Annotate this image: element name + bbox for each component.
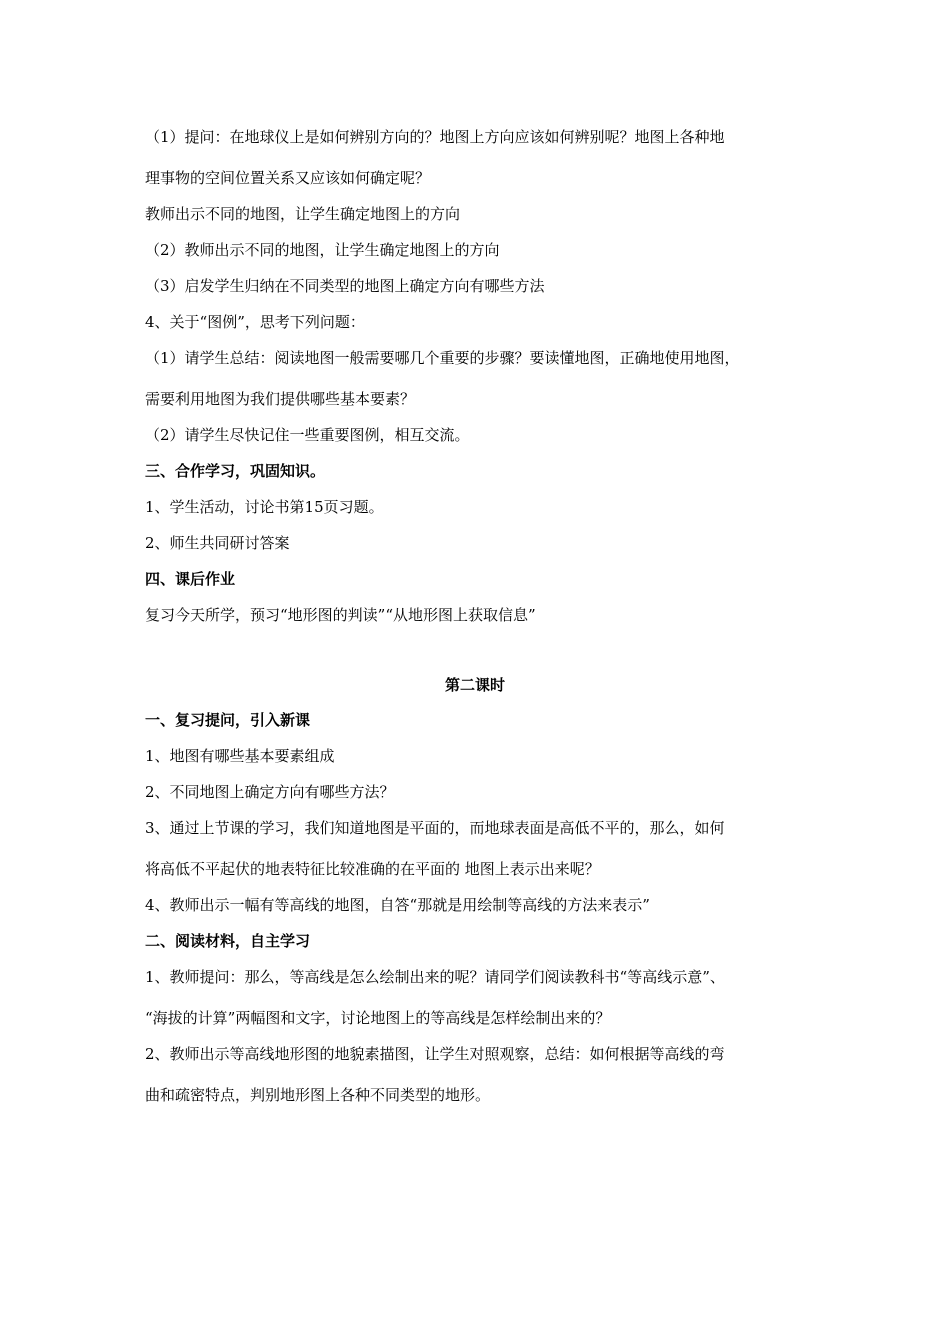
paragraph-line: 3、通过上节课的学习，我们知道地图是平面的，而地球表面是高低不平的，那么，如何	[145, 819, 725, 837]
paragraph-line: 复习今天所学，预习“地形图的判读”“从地形图上获取信息”	[145, 606, 536, 624]
section-heading: 四、课后作业	[145, 570, 236, 588]
paragraph-line: 2、教师出示等高线地形图的地貌素描图，让学生对照观察，总结：如何根据等高线的弯	[145, 1045, 725, 1063]
paragraph-line: （2）请学生尽快记住一些重要图例，相互交流。	[145, 426, 470, 444]
paragraph-line: 4、关于“图例”，思考下列问题：	[145, 313, 365, 331]
paragraph-line: 4、教师出示一幅有等高线的地图，自答“那就是用绘制等高线的方法来表示”	[145, 896, 650, 914]
paragraph-line: 1、地图有哪些基本要素组成	[145, 747, 335, 765]
paragraph-line: 1、学生活动，讨论书第15页习题。	[145, 498, 384, 516]
paragraph-line: （1）提问：在地球仪上是如何辨别方向的？地图上方向应该如何辨别呢？地图上各种地	[145, 128, 725, 146]
section-heading: 一、复习提问，引入新课	[145, 711, 311, 729]
paragraph-line: 教师出示不同的地图，让学生确定地图上的方向	[145, 205, 461, 223]
paragraph-line: 需要利用地图为我们提供哪些基本要素？	[145, 390, 416, 408]
section-heading: 三、合作学习，巩固知识。	[145, 462, 326, 480]
paragraph-line: 2、师生共同研讨答案	[145, 534, 290, 552]
paragraph-line: （1）请学生总结：阅读地图一般需要哪几个重要的步骤？要读懂地图，正确地使用地图，	[145, 349, 740, 367]
paragraph-line: 将高低不平起伏的地表特征比较准确的在平面的 地图上表示出来呢？	[145, 860, 600, 878]
paragraph-line: 2、不同地图上确定方向有哪些方法？	[145, 783, 395, 801]
paragraph-line: “海拔的计算”两幅图和文字，讨论地图上的等高线是怎样绘制出来的？	[145, 1009, 611, 1027]
section-heading: 二、阅读材料，自主学习	[145, 932, 311, 950]
paragraph-line: 1、教师提问：那么，等高线是怎么绘制出来的呢？请同学们阅读教科书“等高线示意”、	[145, 968, 725, 986]
paragraph-line: （2）教师出示不同的地图，让学生确定地图上的方向	[145, 241, 500, 259]
paragraph-line: 理事物的空间位置关系又应该如何确定呢？	[145, 169, 431, 187]
paragraph-line: （3）启发学生归纳在不同类型的地图上确定方向有哪些方法	[145, 277, 545, 295]
paragraph-line: 曲和疏密特点，判别地形图上各种不同类型的地形。	[145, 1086, 491, 1104]
lesson-title: 第二课时	[444, 676, 505, 694]
